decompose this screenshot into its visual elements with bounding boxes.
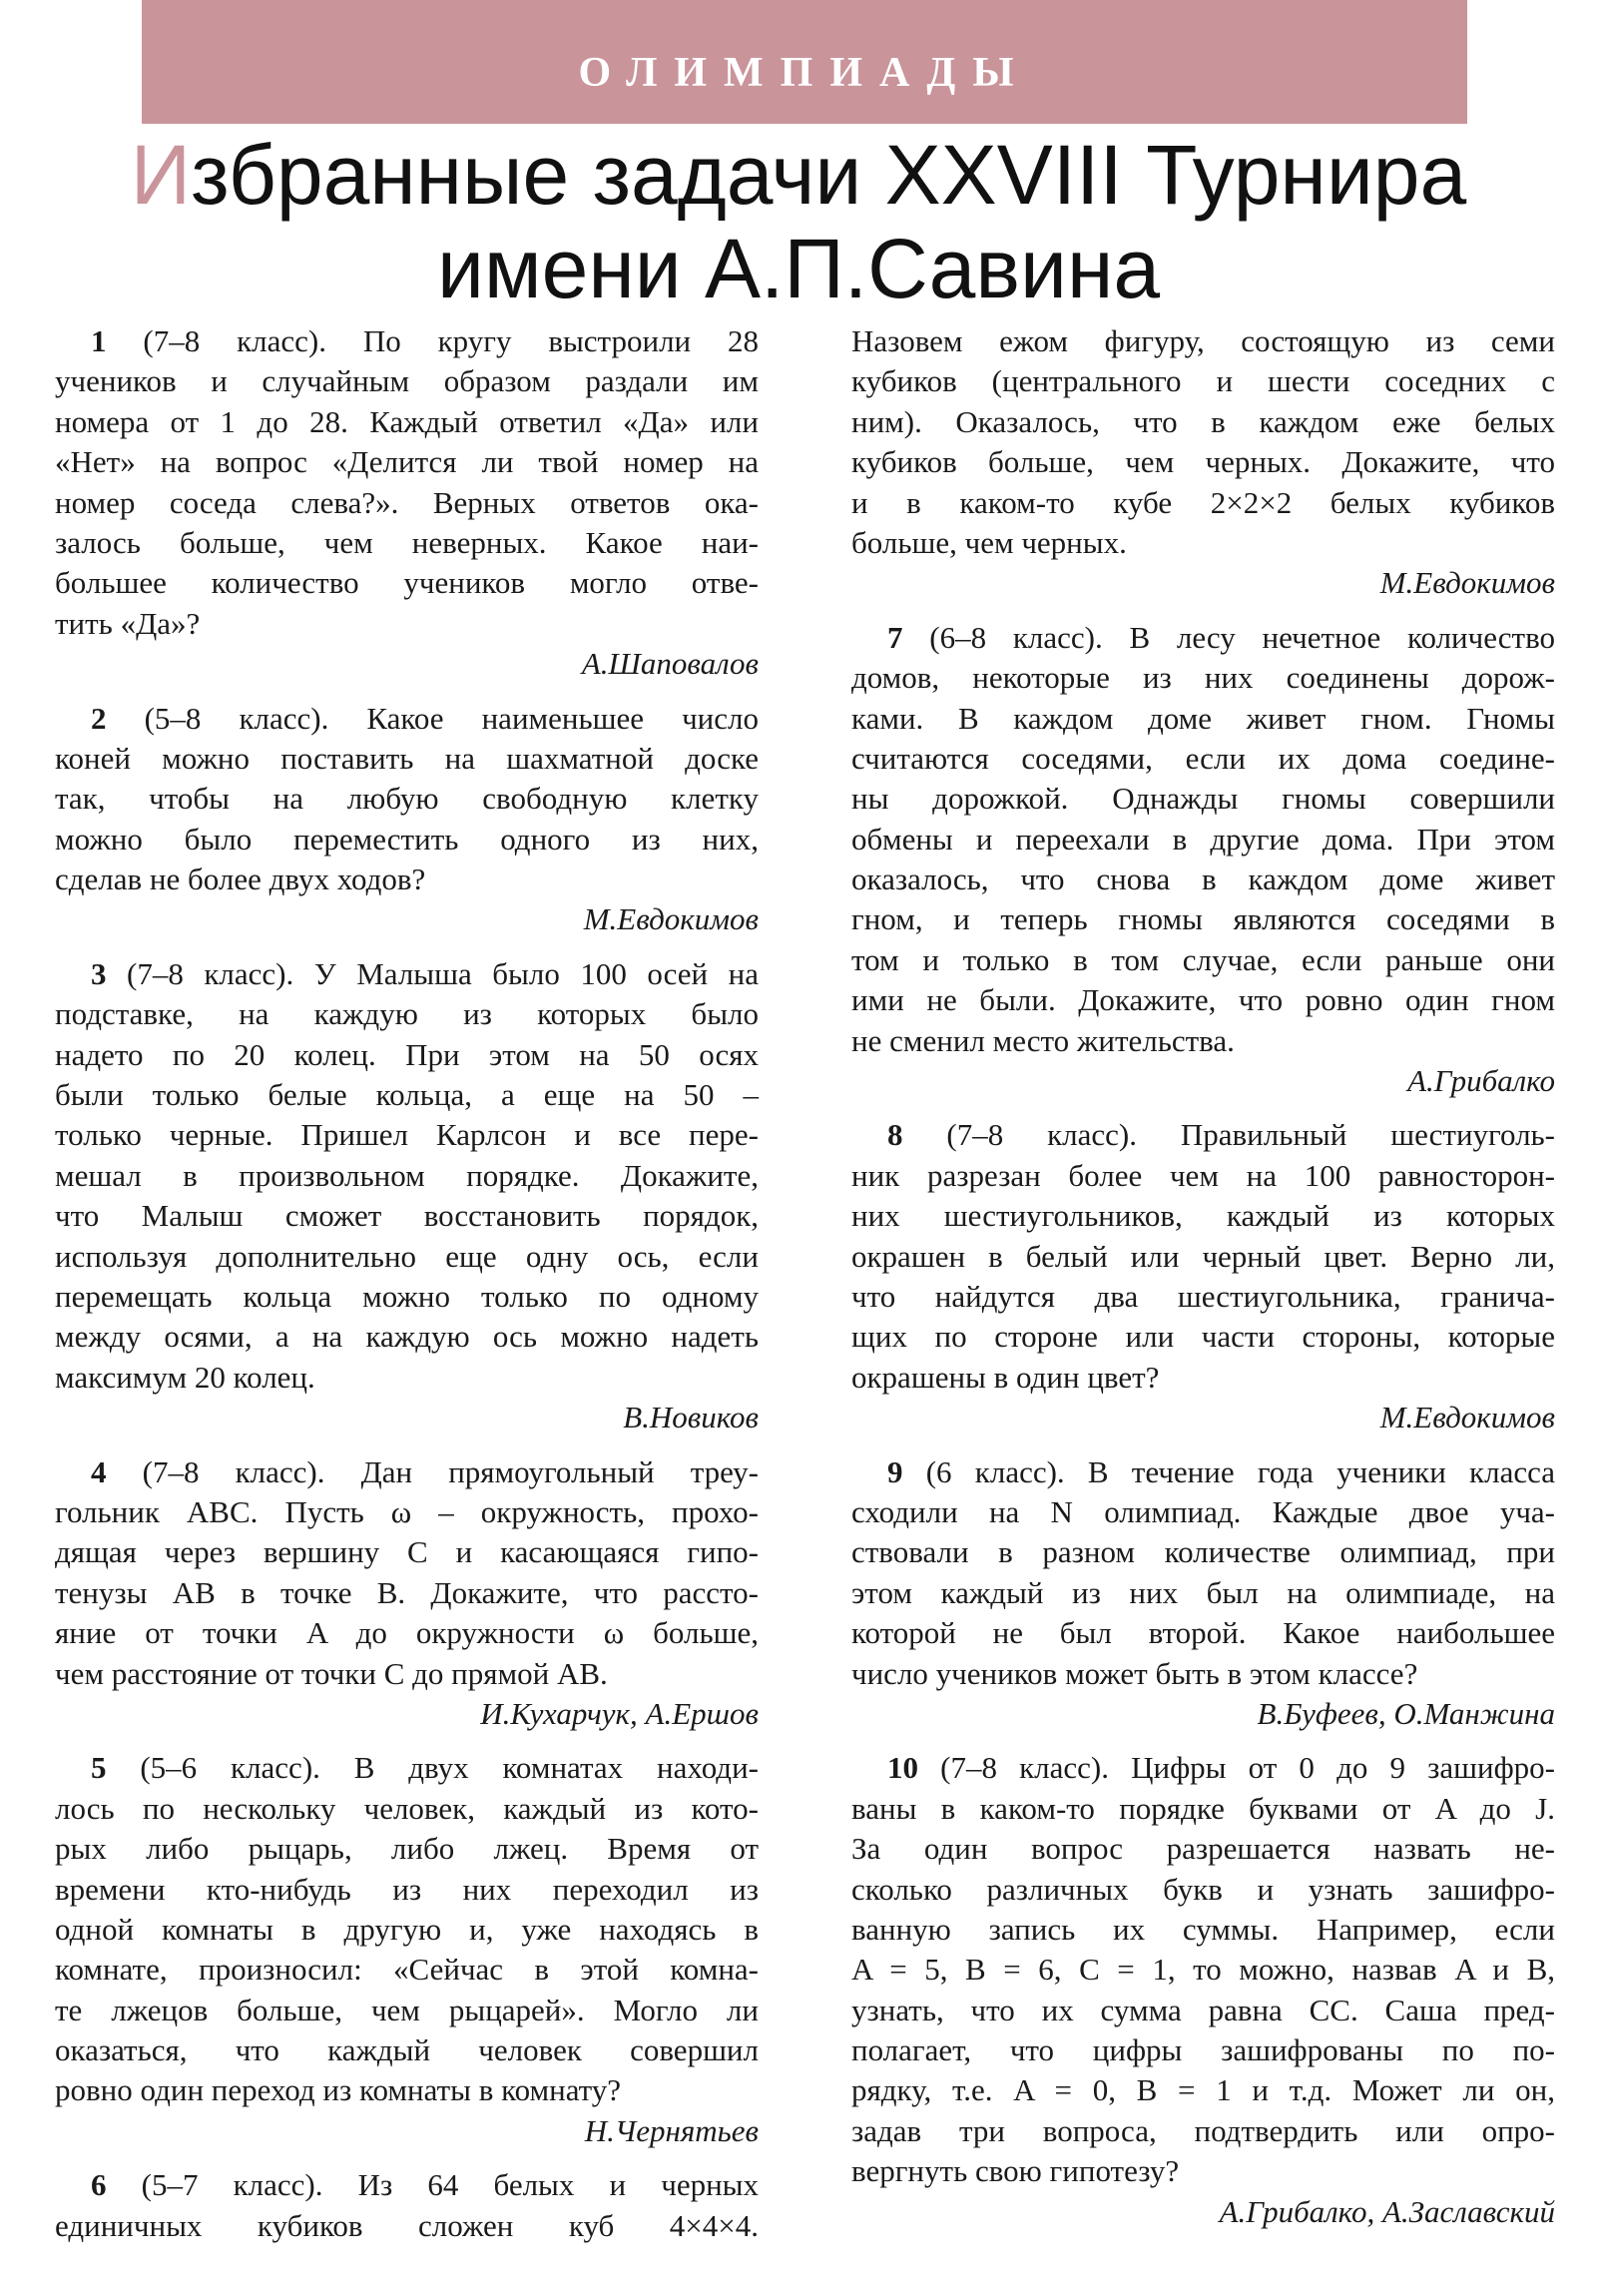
- text-line: ним). Оказалось, что в каждом еже белых: [851, 403, 1555, 439]
- section-label: ОЛИМПИАДЫ: [578, 50, 1031, 96]
- text-line-content: (5–6 класс). В двух комнатах находи-: [140, 1750, 759, 1786]
- text-line: Назовем ежом фигуру, состоящую из семи: [851, 323, 1555, 358]
- text-line: сколько различных букв и узнать зашифро-: [851, 1871, 1555, 1907]
- text-line-content: (5–8 класс). Какое наименьшее число: [144, 700, 759, 736]
- text-line-content: (7–8 класс). Правильный шестиуголь-: [946, 1117, 1555, 1153]
- text-line: только черные. Пришел Карлсон и все пере-: [55, 1117, 759, 1153]
- text-line: времени кто-нибудь из них переходил из: [55, 1871, 759, 1907]
- text-line: считаются соседями, если их дома соедине-: [851, 740, 1555, 776]
- text-line: обмены и переехали в другие дома. При этом: [851, 821, 1555, 857]
- problem-9: [851, 1452, 1555, 1735]
- text-line: кубиков больше, чем черных. Докажите, что: [851, 444, 1555, 480]
- text-line: дящая через вершину C и касающаяся гипо-: [55, 1534, 759, 1570]
- title-drop-letter: И: [130, 128, 192, 222]
- problem-3: [55, 954, 759, 1438]
- text-line: [55, 1748, 759, 1788]
- text-line: [851, 1115, 1555, 1155]
- text-line: не сменил место жительства.: [851, 1022, 1235, 1058]
- text-line: лось по нескольку человек, каждый из кото-: [55, 1790, 759, 1826]
- text-line: ваны в каком-то порядке буквами от A до J.: [851, 1790, 1555, 1826]
- text-line: A = 5, B = 6, C = 1, то можно, назвав A и B,: [851, 1952, 1555, 1988]
- problem-number: 9: [887, 1453, 903, 1489]
- text-line: [55, 1452, 759, 1492]
- problem-5: [55, 1748, 759, 2151]
- problem-author: М.Евдокимов: [1379, 1400, 1555, 1435]
- text-line: большее количество учеников могло отве-: [55, 565, 759, 601]
- problem-8: [851, 1115, 1555, 1437]
- text-line-content: (7–8 класс). Дан прямоугольный треу-: [142, 1453, 759, 1489]
- text-line: можно было переместить одного из них,: [55, 821, 759, 857]
- text-line: этом каждый из них был на олимпиаде, на: [851, 1574, 1555, 1610]
- problem-author: И.Кухарчук, А.Ершов: [480, 1695, 759, 1731]
- problem-7: [851, 618, 1555, 1102]
- text-line: сходили на N олимпиад. Каждые двое уча-: [851, 1493, 1555, 1529]
- text-line: сделав не более двух ходов?: [55, 861, 426, 897]
- text-line-content: (5–7 класс). Из 64 белых и черных: [141, 2167, 759, 2203]
- problem-10: [851, 1748, 1555, 2232]
- text-line: те лжецов больше, чем рыцарей». Могло ли: [55, 1992, 759, 2027]
- text-line: вергнуть свою гипотезу?: [851, 2153, 1180, 2189]
- problem-number: 5: [91, 1750, 107, 1786]
- text-line: что Малыш сможет восстановить порядок,: [55, 1198, 759, 1234]
- text-line: больше, чем черных.: [851, 524, 1127, 560]
- text-line: гольник ABC. Пусть ω – окружность, прохо-: [55, 1493, 759, 1529]
- text-line: подставке, на каждую из которых было: [55, 996, 759, 1032]
- text-line: которой не был второй. Какое наибольшее: [851, 1615, 1555, 1651]
- text-line: ванную запись их суммы. Например, если: [851, 1911, 1555, 1947]
- problem-6: [55, 2165, 759, 2246]
- page-title: [0, 128, 1597, 315]
- text-line: [851, 1452, 1555, 1492]
- problem-author: М.Евдокимов: [1379, 565, 1555, 601]
- text-line: тенузы AB в точке B. Докажите, что рассто-: [55, 1574, 759, 1610]
- text-line: и в каком-то кубе 2×2×2 белых кубиков: [851, 484, 1555, 520]
- text-line: ны дорожкой. Однажды гномы совершили: [851, 781, 1555, 817]
- text-line: «Нет» на вопрос «Делится ли твой номер на: [55, 444, 759, 480]
- text-line-content: (7–8 класс). По кругу выстроили 28: [143, 323, 759, 358]
- section-header-band: [142, 0, 1467, 124]
- problem-2: [55, 699, 759, 940]
- text-line: номера от 1 до 28. Каждый ответил «Да» или: [55, 403, 759, 439]
- text-line: ник разрезан более чем на 100 равносторон-: [851, 1157, 1555, 1193]
- text-line: оказалось, что снова в каждом доме живет: [851, 861, 1555, 897]
- problem-author: А.Грибалко, А.Заславский: [1219, 2193, 1555, 2229]
- problem-author: М.Евдокимов: [583, 901, 759, 937]
- text-line: перемещать кольца можно только по одному: [55, 1279, 759, 1315]
- text-line: гном, и теперь гномы являются соседями в: [851, 901, 1555, 937]
- text-line: залось больше, чем неверных. Какое наи-: [55, 524, 759, 560]
- text-line: [55, 321, 759, 361]
- text-line: За один вопрос разрешается назвать не-: [851, 1831, 1555, 1867]
- text-line: одной комнаты в другую и, уже находясь в: [55, 1911, 759, 1947]
- text-line: чем расстояние от точки C до прямой AB.: [55, 1655, 608, 1691]
- text-line: ками. В каждом доме живет гном. Гномы: [851, 700, 1555, 736]
- problem-number: 3: [91, 955, 107, 991]
- problem-number: 8: [887, 1117, 903, 1153]
- text-line: [851, 1748, 1555, 1788]
- title-line-1-text: збранные задачи XXVIII Турнира: [191, 128, 1467, 222]
- text-line-content: (6–8 класс). В лесу нечетное количество: [929, 619, 1555, 655]
- text-line: рядку, т.е. A = 0, B = 1 и т.д. Может ли он,: [851, 2072, 1555, 2108]
- text-line-content: (6 класс). В течение года ученики класса: [925, 1453, 1556, 1489]
- problem-author: А.Грибалко: [1407, 1063, 1555, 1099]
- text-line: что найдутся два шестиугольника, гранича-: [851, 1279, 1555, 1315]
- text-line: ровно один переход из комнаты в комнату?: [55, 2072, 622, 2108]
- problem-number: 2: [91, 700, 107, 736]
- problem-number: 4: [91, 1453, 107, 1489]
- text-line: кубиков (центрального и шести соседних с: [851, 363, 1555, 399]
- text-line: оказаться, что каждый человек совершил: [55, 2032, 759, 2068]
- text-line: рых либо рыцарь, либо лжец. Время от: [55, 1831, 759, 1867]
- text-line: номер соседа слева?». Верных ответов ока-: [55, 484, 759, 520]
- text-line: между осями, а на каждую ось можно надеть: [55, 1319, 759, 1355]
- title-line-2: имени А.П.Савина: [436, 222, 1161, 315]
- text-line: [55, 699, 759, 739]
- text-line: единичных кубиков сложен куб 4×4×4.: [55, 2207, 759, 2243]
- text-line: мешал в произвольном порядке. Докажите,: [55, 1157, 759, 1193]
- problem-author: В.Новиков: [623, 1400, 759, 1435]
- text-line: тить «Да»?: [55, 605, 201, 641]
- text-line: так, чтобы на любую свободную клетку: [55, 781, 759, 817]
- text-line: задав три вопроса, подтвердить или опро-: [851, 2112, 1555, 2148]
- text-line-content: (7–8 класс). Цифры от 0 до 9 зашифро-: [940, 1750, 1555, 1786]
- text-line-content: (7–8 класс). У Малыша было 100 осей на: [127, 955, 760, 991]
- text-line: [55, 2165, 759, 2205]
- text-line: комнате, произносил: «Сейчас в этой комна-: [55, 1952, 759, 1988]
- text-line: ствовали в разном количестве олимпиад, при: [851, 1534, 1555, 1570]
- problem-number: 7: [887, 619, 903, 655]
- left-column: [55, 321, 759, 2246]
- text-line: яние от точки A до окружности ω больше,: [55, 1615, 759, 1651]
- right-column: [851, 321, 1555, 2246]
- text-line: них шестиугольников, каждый из которых: [851, 1198, 1555, 1234]
- problem-number: 6: [91, 2167, 107, 2203]
- text-line: ими не были. Докажите, что ровно один гном: [851, 982, 1555, 1018]
- text-line: учеников и случайным образом раздали им: [55, 363, 759, 399]
- text-line: полагает, что цифры зашифрованы по по-: [851, 2032, 1555, 2068]
- text-line: надето по 20 колец. При этом на 50 осях: [55, 1036, 759, 1072]
- text-line: домов, некоторые из них соединены дорож-: [851, 660, 1555, 696]
- problem-4: [55, 1452, 759, 1735]
- text-line: используя дополнительно еще одну ось, если: [55, 1238, 759, 1274]
- text-line: окрашен в белый или черный цвет. Верно ли,: [851, 1238, 1555, 1274]
- text-line: щих по стороне или части стороны, которые: [851, 1319, 1555, 1355]
- problem-author: В.Буфеев, О.Манжина: [1257, 1695, 1555, 1731]
- problem-number: 1: [91, 323, 107, 358]
- text-line: [55, 954, 759, 994]
- text-line: окрашены в один цвет?: [851, 1359, 1160, 1395]
- problem-continuation: [851, 321, 1555, 604]
- text-line: были только белые кольца, а еще на 50 –: [55, 1077, 759, 1113]
- text-line: [851, 618, 1555, 658]
- text-line: коней можно поставить на шахматной доске: [55, 740, 759, 776]
- text-line: максимум 20 колец.: [55, 1359, 315, 1395]
- text-line: узнать, что их сумма равна CC. Саша пред-: [851, 1992, 1555, 2027]
- text-line: число учеников может быть в этом классе?: [851, 1655, 1418, 1691]
- problem-number: 10: [887, 1750, 918, 1786]
- problem-author: А.Шаповалов: [581, 646, 759, 682]
- title-line-1: [0, 128, 1597, 222]
- problem-author: Н.Чернятьев: [584, 2112, 759, 2148]
- problem-1: [55, 321, 759, 685]
- text-line: том и только в том случае, если раньше они: [851, 941, 1555, 977]
